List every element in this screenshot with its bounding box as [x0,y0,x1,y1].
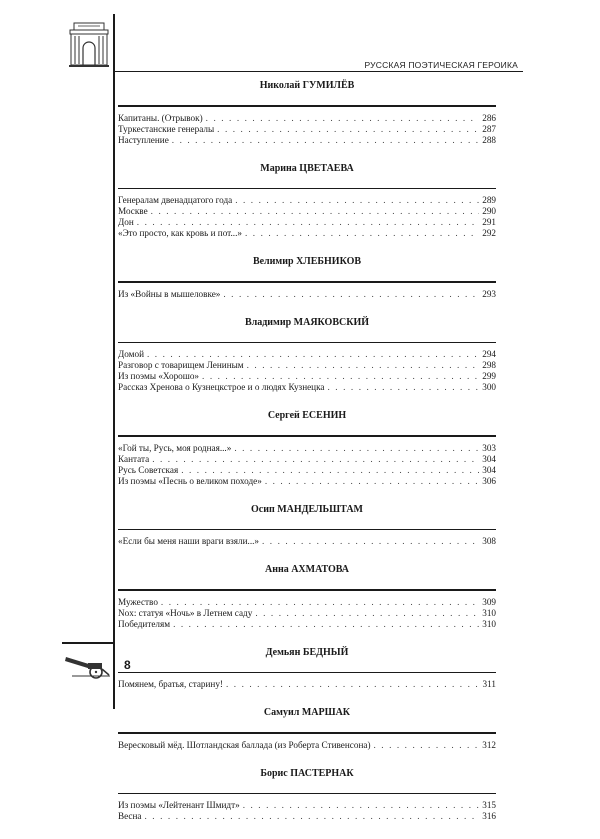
entry-page: 310 [482,618,496,629]
entry-page: 290 [482,206,496,216]
dot-leader [243,800,480,811]
triumphal-arch-icon [68,20,110,68]
section-rule [118,793,496,795]
dot-leader [226,679,480,690]
author-heading: Борис ПАСТЕРНАК [260,767,354,779]
entry-title: Дон [118,217,134,227]
toc-section [118,707,496,751]
dot-leader [217,124,479,135]
entry-title: Nox: статуя «Ночь» в Летнем саду [118,607,253,618]
author-heading: Самуил МАРШАК [263,707,351,718]
entry-page: 306 [482,475,496,486]
entry-page: 312 [482,739,496,750]
dot-leader [234,443,479,454]
section-rule [118,589,496,591]
entry-title: Капитаны. (Отрывок) [118,112,203,123]
dot-leader [145,811,480,822]
section-rule [118,188,496,190]
toc-entry[interactable] [118,454,496,465]
dot-leader [147,349,479,360]
toc-entry[interactable] [118,217,496,228]
entry-page: 309 [482,596,496,607]
entry-title: Из поэмы «Песнь о великом походе» [118,475,262,486]
section-rule [118,105,496,107]
entry-title: Из поэмы «Хорошо» [118,371,200,381]
toc-entry[interactable] [118,124,496,135]
toc-section [118,647,496,691]
toc-entry[interactable] [118,289,496,300]
toc-entry[interactable] [118,597,496,608]
entry-title: Победителям [118,618,171,629]
toc-entry[interactable] [118,608,496,619]
toc-section [118,317,496,394]
section-rule [118,732,496,734]
author-heading: Анна АХМАТОВА [264,564,350,575]
dot-leader [328,382,480,393]
entry-page: 292 [482,228,496,238]
toc-entry[interactable] [118,228,496,239]
entry-page: 294 [482,349,496,359]
toc-section [118,80,496,146]
author-heading: Осип МАНДЕЛЬШТАМ [251,503,363,515]
entry-title: Туркестанские генералы [118,123,215,134]
toc-entry[interactable] [118,800,496,811]
dot-leader [223,289,479,300]
entry-page: 286 [482,112,496,123]
toc-entry[interactable] [118,206,496,217]
author-heading: Демьян БЕДНЫЙ [265,646,349,658]
dot-leader [262,536,479,547]
header-rule [113,71,523,72]
toc-section [118,410,496,487]
entry-page: 287 [482,123,496,134]
toc-section [118,256,496,300]
table-of-contents [118,80,496,839]
dot-leader [374,740,480,751]
footer-rule [62,642,115,644]
entry-page: 311 [482,679,496,689]
entry-page: 316 [482,811,496,821]
section-rule [118,529,496,531]
toc-entry[interactable] [118,113,496,124]
entry-title: «Это просто, как кровь и пот...» [118,228,242,238]
toc-entry[interactable] [118,443,496,454]
entry-page: 289 [482,195,496,205]
toc-entry[interactable] [118,371,496,382]
entry-page: 288 [482,134,496,145]
dot-leader [161,597,479,608]
entry-page: 299 [482,371,496,381]
entry-title: Весна [118,811,142,821]
page-number: 8 [124,658,131,672]
author-heading: Велимир ХЛЕБНИКОВ [252,256,362,267]
toc-entry[interactable] [118,476,496,487]
toc-entry[interactable] [118,135,496,146]
entry-page: 304 [482,453,496,464]
dot-leader [206,113,480,124]
entry-title: Вересковый мёд. Шотландская баллада (из Роберта Стивенсона) [118,739,371,750]
entry-title: «Гой ты, Русь, моя родная...» [118,442,232,453]
dot-leader [265,476,479,487]
entry-title: Генералам двенадцатого года [118,195,233,205]
vertical-rule [113,14,115,709]
section-rule [118,281,496,283]
entry-title: Рассказ Хренова о Кузнецкстрое и о людях Кузнецка [118,382,325,392]
toc-entry[interactable] [118,195,496,206]
author-heading: Марина ЦВЕТАЕВА [260,162,354,174]
section-rule [118,672,496,674]
dot-leader [173,619,479,630]
entry-page: 291 [482,217,496,227]
entry-title: Москве [118,206,148,216]
toc-section [118,504,496,548]
entry-title: Домой [118,349,145,359]
toc-entry[interactable] [118,740,496,751]
dot-leader [245,228,479,239]
entry-title: Разговор с товарищем Лениным [118,360,244,370]
entry-title: Мужество [118,596,158,607]
toc-entry[interactable] [118,536,496,547]
author-heading: Владимир МАЯКОВСКИЙ [244,316,370,328]
entry-page: 308 [482,536,496,546]
toc-entry[interactable] [118,360,496,371]
running-header: РУССКАЯ ПОЭТИЧЕСКАЯ ГЕРОИКА [364,60,518,70]
entry-page: 300 [482,382,496,392]
dot-leader [181,465,479,476]
section-rule [118,342,496,344]
entry-page: 304 [482,464,496,475]
toc-section [118,768,496,823]
dot-leader [247,360,480,371]
entry-page: 310 [482,607,496,618]
toc-entry[interactable] [118,811,496,822]
author-heading: Сергей ЕСЕНИН [267,410,347,421]
entry-page: 298 [482,360,496,370]
dot-leader [137,217,479,228]
entry-page: 315 [482,800,496,810]
entry-page: 303 [482,442,496,453]
dot-leader [151,206,480,217]
toc-entry[interactable] [118,465,496,476]
toc-section [118,564,496,630]
entry-title: «Если бы меня наши враги взяли...» [118,536,260,546]
section-rule [118,435,496,437]
dot-leader [172,135,479,146]
entry-title: Кантата [118,453,150,464]
toc-entry[interactable] [118,619,496,630]
toc-entry[interactable] [118,349,496,360]
cannon-icon [62,645,112,680]
author-heading: Николай ГУМИЛЁВ [259,80,355,91]
entry-title: Русь Советская [118,464,179,475]
dot-leader [202,371,479,382]
toc-entry[interactable] [118,679,496,690]
entry-title: Помянем, братья, старину! [118,679,223,689]
entry-title: Из «Войны в мышеловке» [118,288,221,299]
dot-leader [255,608,479,619]
dot-leader [235,195,479,206]
entry-title: Наступление [118,134,169,145]
toc-section [118,163,496,240]
dot-leader [152,454,479,465]
entry-title: Из поэмы «Лейтенант Шмидт» [118,800,240,810]
entry-page: 293 [482,288,496,299]
toc-entry[interactable] [118,382,496,393]
